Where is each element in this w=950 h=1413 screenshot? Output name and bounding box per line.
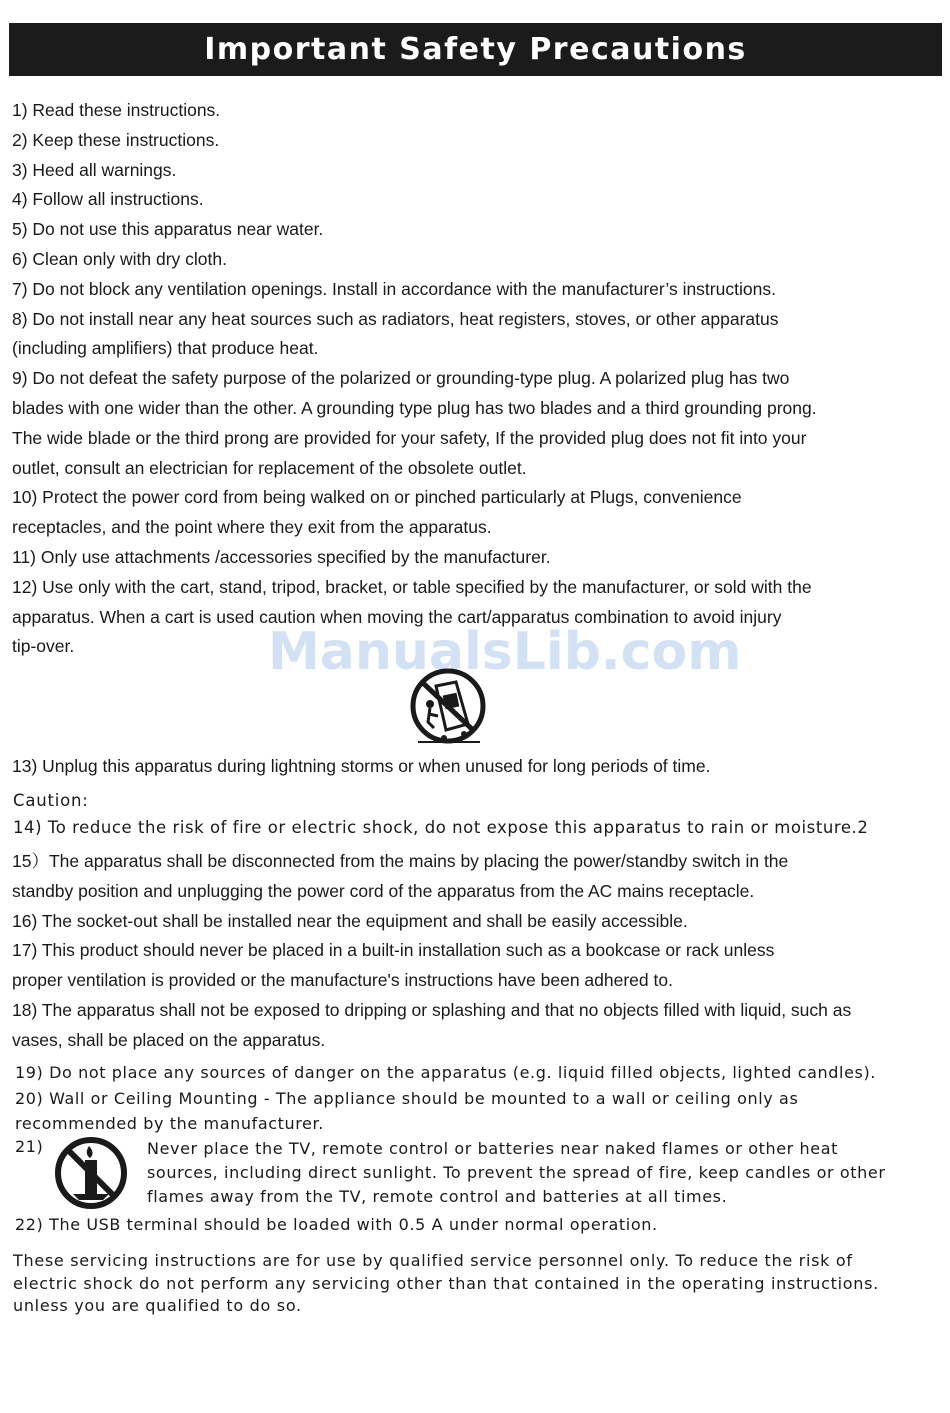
list-item: 16) The socket-out shall be installed near the equipment and shall be easily accessible.: [12, 910, 688, 931]
safety-list-part-1: [12, 96, 937, 662]
list-item: 10) Protect the power cord from being walked on or pinched particularly at Plugs, convenience: [12, 487, 742, 508]
list-item: 17) This product should never be placed in a built-in installation such as a bookcase or rack unless: [12, 940, 775, 961]
list-item: standby position and unplugging the power cord of the apparatus from the AC mains receptacle.: [12, 880, 755, 901]
list-item: flames away from the TV, remote control and batteries at all times.: [147, 1187, 728, 1206]
safety-item-21: [147, 1137, 942, 1209]
list-item: tip-over.: [12, 636, 75, 657]
list-item: receptacles, and the point where they exit from the apparatus.: [12, 517, 492, 538]
list-item: (including amplifiers) that produce heat.: [12, 338, 319, 359]
list-item: outlet, consult an electrician for replacement of the obsolete outlet.: [12, 457, 527, 478]
list-item: Never place the TV, remote control or batteries near naked flames or other heat: [147, 1139, 838, 1158]
list-item: 1) Read these instructions.: [12, 100, 221, 120]
servicing-note: [13, 1250, 943, 1318]
list-item: 19) Do not place any sources of danger on the apparatus (e.g. liquid filled objects, lighted candles).: [15, 1063, 876, 1082]
watermark: ManualsLib.com: [268, 622, 742, 682]
item-21-number: 21): [15, 1137, 44, 1156]
list-item: 14) To reduce the risk of fire or electric shock, do not expose this apparatus to rain or moisture.2: [13, 818, 869, 837]
list-item: apparatus. When a cart is used caution when moving the cart/apparatus combination to avoid injury: [12, 606, 782, 627]
list-item: 11) Only use attachments /accessories specified by the manufacturer.: [12, 546, 551, 567]
list-item: 4) Follow all instructions.: [12, 189, 204, 210]
list-item: 8) Do not install near any heat sources such as radiators, heat registers, stoves, or other apparatus: [12, 308, 779, 329]
servicing-line: unless you are qualified to do so.: [13, 1296, 302, 1315]
servicing-line: These servicing instructions are for use by qualified service personnel only. To reduce the risk of: [13, 1251, 853, 1270]
list-item: recommended by the manufacturer.: [15, 1114, 324, 1133]
list-item: 3) Heed all warnings.: [12, 159, 177, 180]
safety-item-22: [15, 1213, 945, 1237]
cart-tip-over-warning-icon: [408, 668, 488, 746]
list-item: 7) Do not block any ventilation openings. Install in accordance with the manufacturer’s instructions.: [12, 278, 776, 299]
list-item: 12) Use only with the cart, stand, tripod, bracket, or table specified by the manufacturer, or sold with the: [12, 576, 812, 597]
safety-list-part-2: [12, 847, 937, 1056]
list-item: vases, shall be placed on the apparatus.: [12, 1029, 326, 1050]
list-item: blades with one wider than the other. A grounding type plug has two blades and a third grounding prong.: [12, 397, 817, 418]
list-item: 13) Unplug this apparatus during lightning storms or when unused for long periods of time.: [12, 756, 711, 776]
list-item: 22) The USB terminal should be loaded with 0.5 A under normal operation.: [15, 1215, 658, 1234]
list-item: 2) Keep these instructions.: [12, 129, 220, 150]
list-item: 20) Wall or Ceiling Mounting - The appliance should be mounted to a wall or ceiling only as: [15, 1088, 799, 1108]
list-item: proper ventilation is provided or the manufacture's instructions have been adhered to.: [12, 970, 673, 991]
list-item: sources, including direct sunlight. To prevent the spread of fire, keep candles or other: [147, 1163, 886, 1182]
no-candle-icon: [53, 1136, 129, 1210]
safety-item-13: [12, 752, 937, 782]
servicing-line: electric shock do not perform any servicing other than that contained in the operating instructions.: [13, 1273, 879, 1293]
list-item: 5) Do not use this apparatus near water.: [12, 219, 324, 240]
list-item: The wide blade or the third prong are provided for your safety, If the provided plug does not fit into your: [12, 427, 807, 448]
safety-list-part-3: [15, 1060, 945, 1137]
list-item: 15）The apparatus shall be disconnected from the mains by placing the power/standby switch in the: [12, 851, 789, 871]
list-item: 6) Clean only with dry cloth.: [12, 248, 227, 269]
list-item: 9) Do not defeat the safety purpose of the polarized or grounding-type plug. A polarized plug has two: [12, 368, 790, 389]
page-title: Important Safety Precautions: [9, 23, 942, 76]
list-item: 18) The apparatus shall not be exposed to dripping or splashing and that no objects filled with liquid, such as: [12, 999, 852, 1020]
caution-label: Caution:: [13, 791, 89, 810]
